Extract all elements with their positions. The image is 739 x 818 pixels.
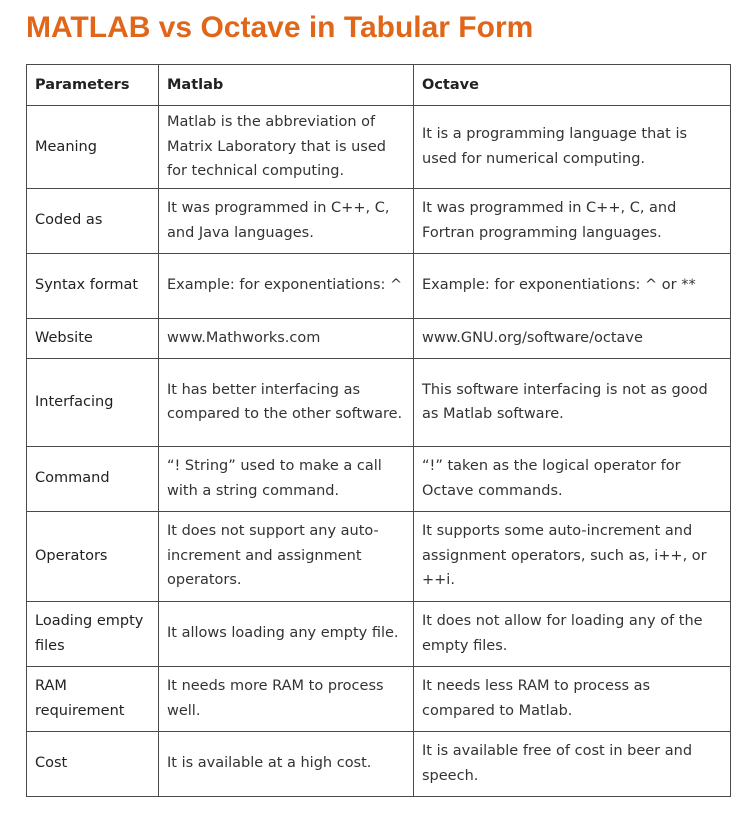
row-parameter: Meaning [27, 106, 159, 189]
row-octave-value: It supports some auto-increment and assignment operators, such as, i++, or ++i. [414, 511, 731, 601]
row-matlab-value: It was programmed in C++, C, and Java languages. [159, 188, 414, 253]
header-matlab: Matlab [159, 65, 414, 106]
row-matlab-value: Example: for exponentiations: ^ [159, 253, 414, 318]
row-matlab-value: www.Mathworks.com [159, 318, 414, 358]
row-octave-value: It is a programming language that is used for numerical computing. [414, 106, 731, 189]
table-row [27, 731, 731, 796]
page-title: MATLAB vs Octave in Tabular Form [26, 11, 534, 44]
table-row [27, 601, 731, 666]
table-row [27, 188, 731, 253]
header-octave: Octave [414, 65, 731, 106]
row-parameter: Interfacing [27, 358, 159, 446]
table-header-row [27, 65, 731, 106]
comparison-table [26, 64, 731, 797]
row-parameter: Coded as [27, 188, 159, 253]
row-matlab-value: It does not support any auto-increment and assignment operators. [159, 511, 414, 601]
row-octave-value: Example: for exponentiations: ^ or ** [414, 253, 731, 318]
table-row [27, 511, 731, 601]
row-octave-value: It was programmed in C++, C, and Fortran programming languages. [414, 188, 731, 253]
table-row [27, 446, 731, 511]
row-octave-value: www.GNU.org/software/octave [414, 318, 731, 358]
row-parameter: Command [27, 446, 159, 511]
table-row [27, 106, 731, 189]
row-octave-value: It is available free of cost in beer and speech. [414, 731, 731, 796]
row-parameter: Syntax format [27, 253, 159, 318]
table-row [27, 253, 731, 318]
row-matlab-value: It is available at a high cost. [159, 731, 414, 796]
row-parameter: Cost [27, 731, 159, 796]
row-octave-value: It needs less RAM to process as compared to Matlab. [414, 666, 731, 731]
row-parameter: Website [27, 318, 159, 358]
table-row [27, 358, 731, 446]
row-octave-value: “!” taken as the logical operator for Octave commands. [414, 446, 731, 511]
row-parameter: Operators [27, 511, 159, 601]
row-parameter: Loading empty files [27, 601, 159, 666]
row-matlab-value: It allows loading any empty file. [159, 601, 414, 666]
table-row [27, 318, 731, 358]
table-row [27, 666, 731, 731]
row-matlab-value: “! String” used to make a call with a string command. [159, 446, 414, 511]
row-octave-value: It does not allow for loading any of the empty files. [414, 601, 731, 666]
row-parameter: RAM requirement [27, 666, 159, 731]
row-octave-value: This software interfacing is not as good as Matlab software. [414, 358, 731, 446]
header-parameters: Parameters [27, 65, 159, 106]
row-matlab-value: It needs more RAM to process well. [159, 666, 414, 731]
row-matlab-value: It has better interfacing as compared to the other software. [159, 358, 414, 446]
row-matlab-value: Matlab is the abbreviation of Matrix Laboratory that is used for technical computing. [159, 106, 414, 189]
